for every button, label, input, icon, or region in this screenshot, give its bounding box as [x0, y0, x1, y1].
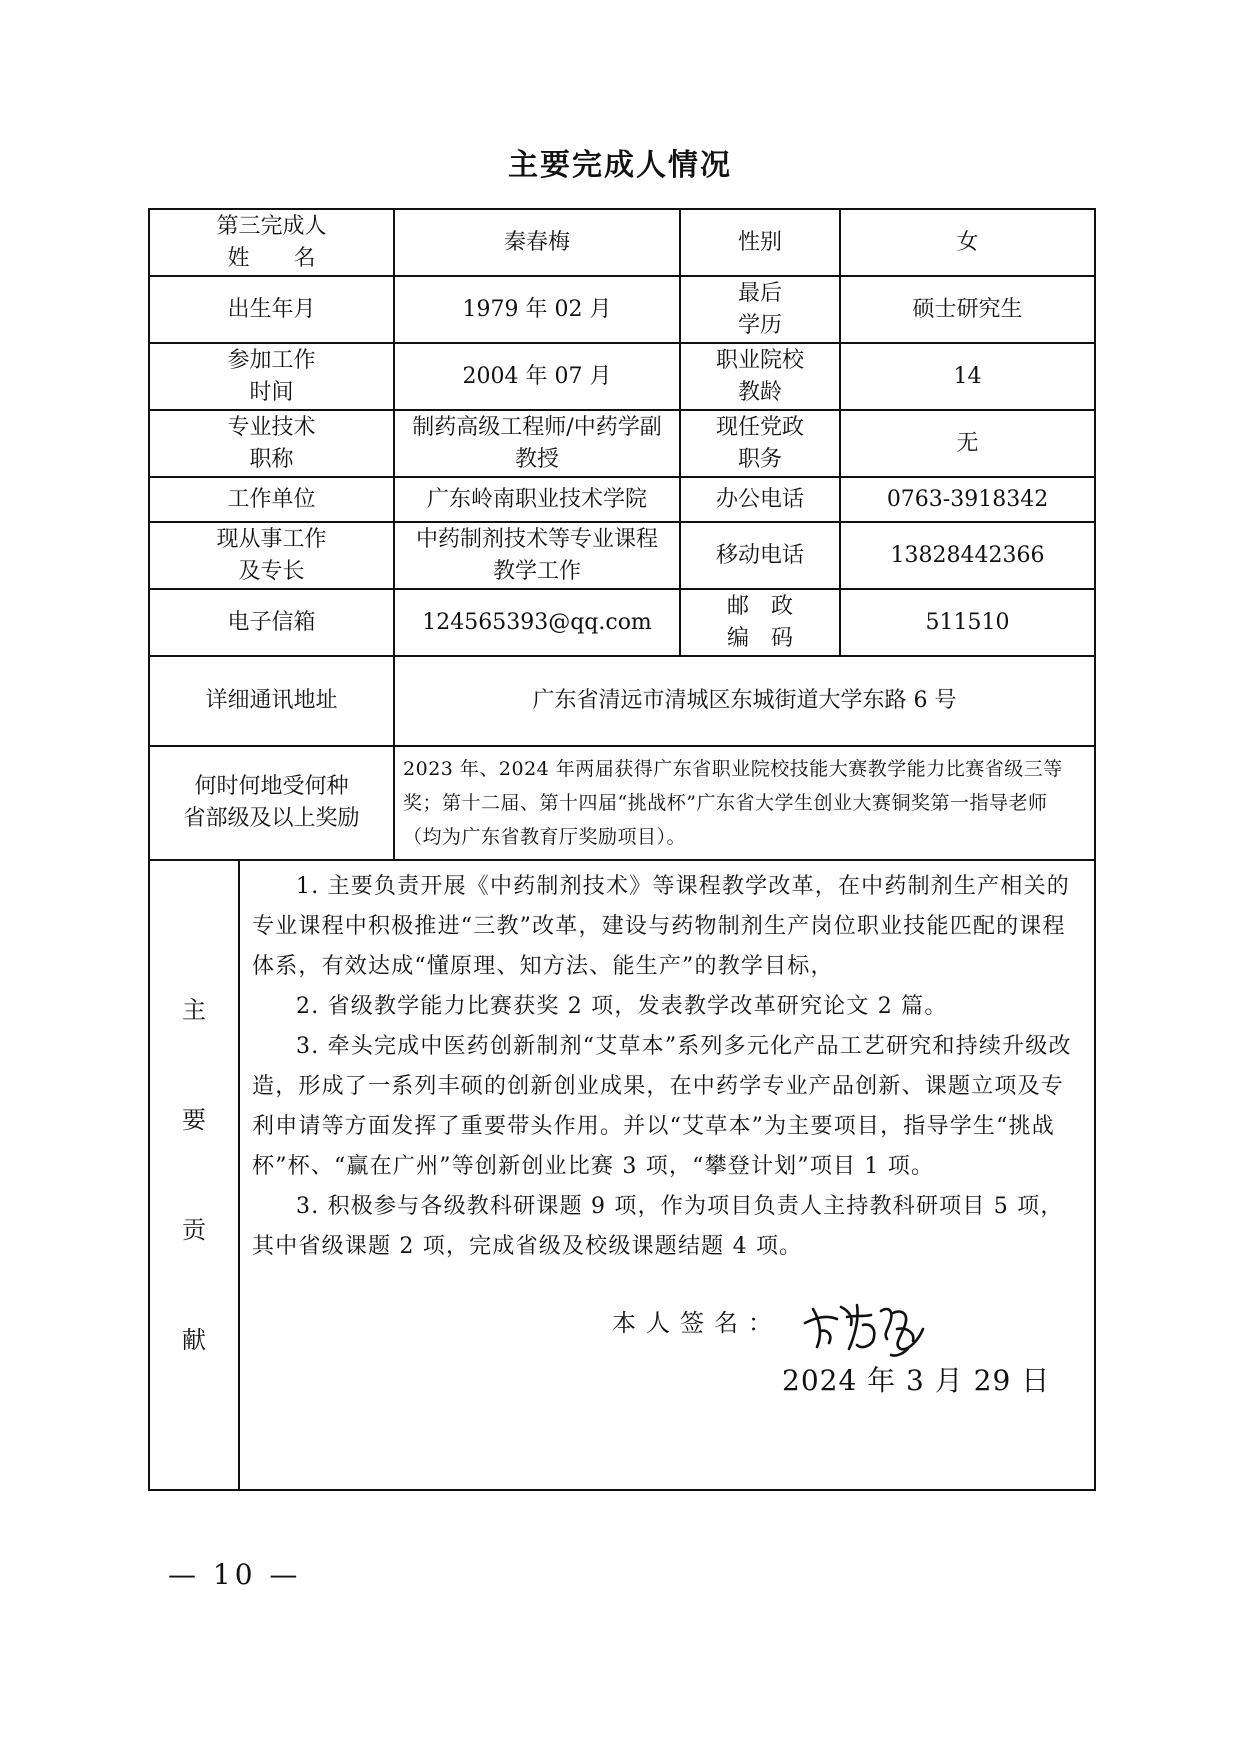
- address-label: 详细通讯地址: [149, 656, 394, 746]
- postcode-label: 邮 政 编 码: [680, 589, 840, 656]
- page-title: 主要完成人情况: [508, 148, 732, 183]
- office-phone-value: 0763-3918342: [840, 477, 1095, 522]
- party-post-value: 无: [840, 410, 1095, 477]
- table-row: [149, 276, 1095, 343]
- name-label: 第三完成人 姓 名: [149, 209, 394, 276]
- table-row: [149, 589, 1095, 656]
- birth-label: 出生年月: [149, 276, 394, 343]
- work-unit-label: 工作单位: [149, 477, 394, 522]
- contribution-paragraph: 3. 牵头完成中医药创新制剂“艾草本”系列多元化产品工艺研究和持续升级改造，形成了一系列丰硕的创新创业成果，在中药学专业产品创新、课题立项及专利申请等方面发挥了重要带头作用。并以“艾草本”为主要项目，指导学生“挑战杯”杯、“赢在广州”等创新创业比赛 3 项，“攀登计划”项目 1 项。: [252, 1034, 1072, 1179]
- name-value: 秦春梅: [394, 209, 680, 276]
- office-phone-label: 办公电话: [680, 477, 840, 522]
- gender-value: 女: [840, 209, 1095, 276]
- table-row: [149, 209, 1095, 276]
- current-work-value: 中药制剂技术等专业课程 教学工作: [394, 522, 680, 589]
- table-row: [149, 522, 1095, 589]
- contribution-paragraph: 3. 积极参与各级教科研课题 9 项，作为项目负责人主持教科研项目 5 项，其中省级课题 2 项，完成省级及校级课题结题 4 项。: [252, 1194, 1064, 1259]
- teaching-years-value: 14: [840, 343, 1095, 410]
- contribution-label-char: 贡: [182, 1216, 206, 1244]
- education-value: 硕士研究生: [840, 276, 1095, 343]
- email-value: 124565393@qq.com: [394, 589, 680, 656]
- contribution-label-char: 主: [182, 996, 206, 1024]
- signature-date: 2024 年 3 月 29 日: [782, 1364, 1051, 1397]
- contribution-paragraph: 1. 主要负责开展《中药制剂技术》等课程教学改革，在中药制剂生产相关的专业课程中积极推进“三教”改革，建设与药物制剂生产岗位职业技能匹配的课程体系，有效达成“懂原理、知方法、能生产”的教学目标，: [252, 874, 1070, 979]
- handwritten-signature: [797, 1289, 947, 1359]
- personnel-info-table: [148, 208, 1096, 1491]
- education-label: 最后 学历: [680, 276, 840, 343]
- signature-block: [252, 1303, 1084, 1413]
- postcode-value: 511510: [840, 589, 1095, 656]
- contribution-label-char: 献: [182, 1326, 206, 1354]
- contribution-paragraph: 2. 省级教学能力比赛获奖 2 项，发表教学改革研究论文 2 篇。: [296, 994, 948, 1019]
- contribution-label-char: 要: [182, 1106, 206, 1134]
- address-value: 广东省清远市清城区东城街道大学东路 6 号: [394, 656, 1095, 746]
- gender-label: 性别: [680, 209, 840, 276]
- party-post-label: 现任党政 职务: [680, 410, 840, 477]
- birth-value: 1979 年 02 月: [394, 276, 680, 343]
- work-start-label: 参加工作 时间: [149, 343, 394, 410]
- mobile-phone-label: 移动电话: [680, 522, 840, 589]
- work-unit-value: 广东岭南职业技术学院: [394, 477, 680, 522]
- professional-title-label: 专业技术 职称: [149, 410, 394, 477]
- contribution-label: [149, 860, 239, 1490]
- signature-label: 本人签名：: [612, 1309, 782, 1337]
- table-row: [149, 343, 1095, 410]
- awards-value: 2023 年、2024 年两届获得广东省职业院校技能大赛教学能力比赛省级三等奖；第十二届、第十四届“挑战杯”广东省大学生创业大赛铜奖第一指导老师（均为广东省教育厅奖励项目）。: [394, 746, 1095, 860]
- current-work-label: 现从事工作 及专长: [149, 522, 394, 589]
- page-number: — 10 —: [168, 1558, 302, 1591]
- table-row: [149, 746, 1095, 860]
- awards-label: 何时何地受何种 省部级及以上奖励: [149, 746, 394, 860]
- teaching-years-label: 职业院校 教龄: [680, 343, 840, 410]
- contribution-content: [239, 860, 1095, 1490]
- table-row: [149, 656, 1095, 746]
- table-row: [149, 410, 1095, 477]
- email-label: 电子信箱: [149, 589, 394, 656]
- mobile-phone-value: 13828442366: [840, 522, 1095, 589]
- table-row: [149, 860, 1095, 1490]
- professional-title-value: 制药高级工程师/中药学副 教授: [394, 410, 680, 477]
- work-start-value: 2004 年 07 月: [394, 343, 680, 410]
- table-row: [149, 477, 1095, 522]
